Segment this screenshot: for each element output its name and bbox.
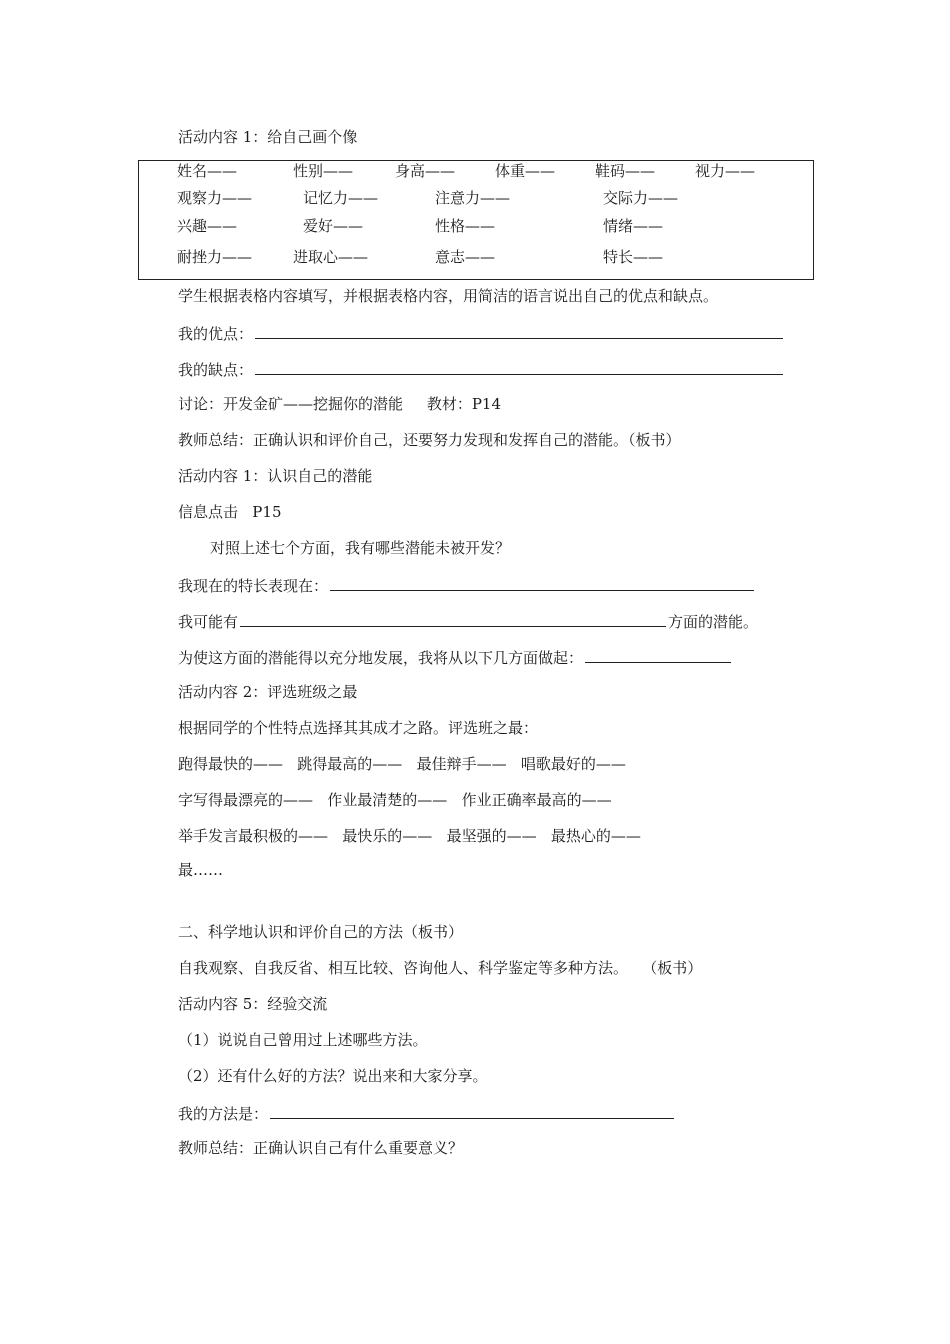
strengths-line [178, 322, 783, 344]
my-method-line [178, 1102, 674, 1124]
my-method-blank[interactable] [270, 1102, 674, 1119]
specialty-blank[interactable] [330, 574, 754, 591]
activity1-title: 活动内容 1：给自己画个像 [178, 128, 358, 146]
field-emotion: 情绪—— [603, 217, 664, 235]
strengths-blank[interactable] [255, 322, 783, 339]
potential-suffix: 方面的潜能。 [668, 613, 759, 631]
weaknesses-label: 我的缺点： [178, 361, 254, 379]
field-specialty: 特长—— [603, 248, 664, 266]
class-best-row-1: 跑得最快的—— 跳得最高的—— 最佳辩手—— 唱歌最好的—— [178, 755, 626, 773]
field-attention: 注意力—— [435, 189, 511, 207]
field-eyesight: 视力—— [695, 162, 756, 180]
methods-text: 自我观察、自我反省、相互比较、咨询他人、科学鉴定等多种方法。 （板书） [178, 959, 703, 977]
field-interest: 兴趣—— [177, 217, 238, 235]
field-gender: 性别—— [293, 162, 354, 180]
field-weight: 体重—— [495, 162, 556, 180]
activity1b-title: 活动内容 1：认识自己的潜能 [178, 467, 373, 485]
field-personality: 性格—— [435, 217, 496, 235]
field-willpower: 意志—— [435, 248, 496, 266]
field-shoe-size: 鞋码—— [595, 162, 656, 180]
question-1: （1）说说自己曾用过上述哪些方法。 [178, 1031, 428, 1049]
seven-aspects-question: 对照上述七个方面，我有哪些潜能未被开发？ [210, 539, 511, 557]
info-click: 信息点击 P15 [178, 503, 282, 521]
development-blank[interactable] [585, 646, 731, 663]
class-best-row-4: 最…… [178, 861, 224, 879]
section2-heading: 二、科学地认识和评价自己的方法（板书） [178, 923, 464, 941]
strengths-label: 我的优点： [178, 325, 254, 343]
instruction-text: 学生根据表格内容填写，并根据表格内容，用简洁的语言说出自己的优点和缺点。 [178, 287, 719, 305]
potential-prefix: 我可能有 [178, 613, 239, 631]
weaknesses-line [178, 358, 783, 380]
field-hobby: 爱好—— [303, 217, 364, 235]
field-ambition: 进取心—— [293, 248, 369, 266]
activity2-intro: 根据同学的个性特点选择其其成才之路。评选班之最： [178, 719, 539, 737]
class-best-row-2: 字写得最漂亮的—— 作业最清楚的—— 作业正确率最高的—— [178, 791, 612, 809]
field-memory: 记忆力—— [303, 189, 379, 207]
discussion-text: 讨论：开发金矿——挖掘你的潜能 教材：P14 [178, 395, 502, 413]
field-height: 身高—— [395, 162, 456, 180]
my-method-label: 我的方法是： [178, 1105, 269, 1123]
weaknesses-blank[interactable] [255, 358, 783, 375]
activity5-title: 活动内容 5：经验交流 [178, 995, 328, 1013]
teacher-summary-1: 教师总结：正确认识和评价自己，还要努力发现和发挥自己的潜能。（板书） [178, 431, 681, 449]
field-name: 姓名—— [177, 162, 238, 180]
potential-line [178, 610, 758, 632]
specialty-label: 我现在的特长表现在： [178, 577, 329, 595]
activity2-title: 活动内容 2：评选班级之最 [178, 683, 358, 701]
development-label: 为使这方面的潜能得以充分地发展，我将从以下几方面做起： [178, 649, 584, 667]
development-line [178, 646, 731, 668]
question-2: （2）还有什么好的方法？说出来和大家分享。 [178, 1067, 488, 1085]
self-portrait-table [138, 160, 814, 280]
field-social: 交际力—— [603, 189, 679, 207]
specialty-line [178, 574, 754, 596]
potential-blank[interactable] [240, 610, 666, 627]
field-frustration-tolerance: 耐挫力—— [177, 248, 253, 266]
teacher-summary-2: 教师总结：正确认识自己有什么重要意义？ [178, 1139, 464, 1157]
class-best-row-3: 举手发言最积极的—— 最快乐的—— 最坚强的—— 最热心的—— [178, 827, 641, 845]
field-observation: 观察力—— [177, 189, 253, 207]
